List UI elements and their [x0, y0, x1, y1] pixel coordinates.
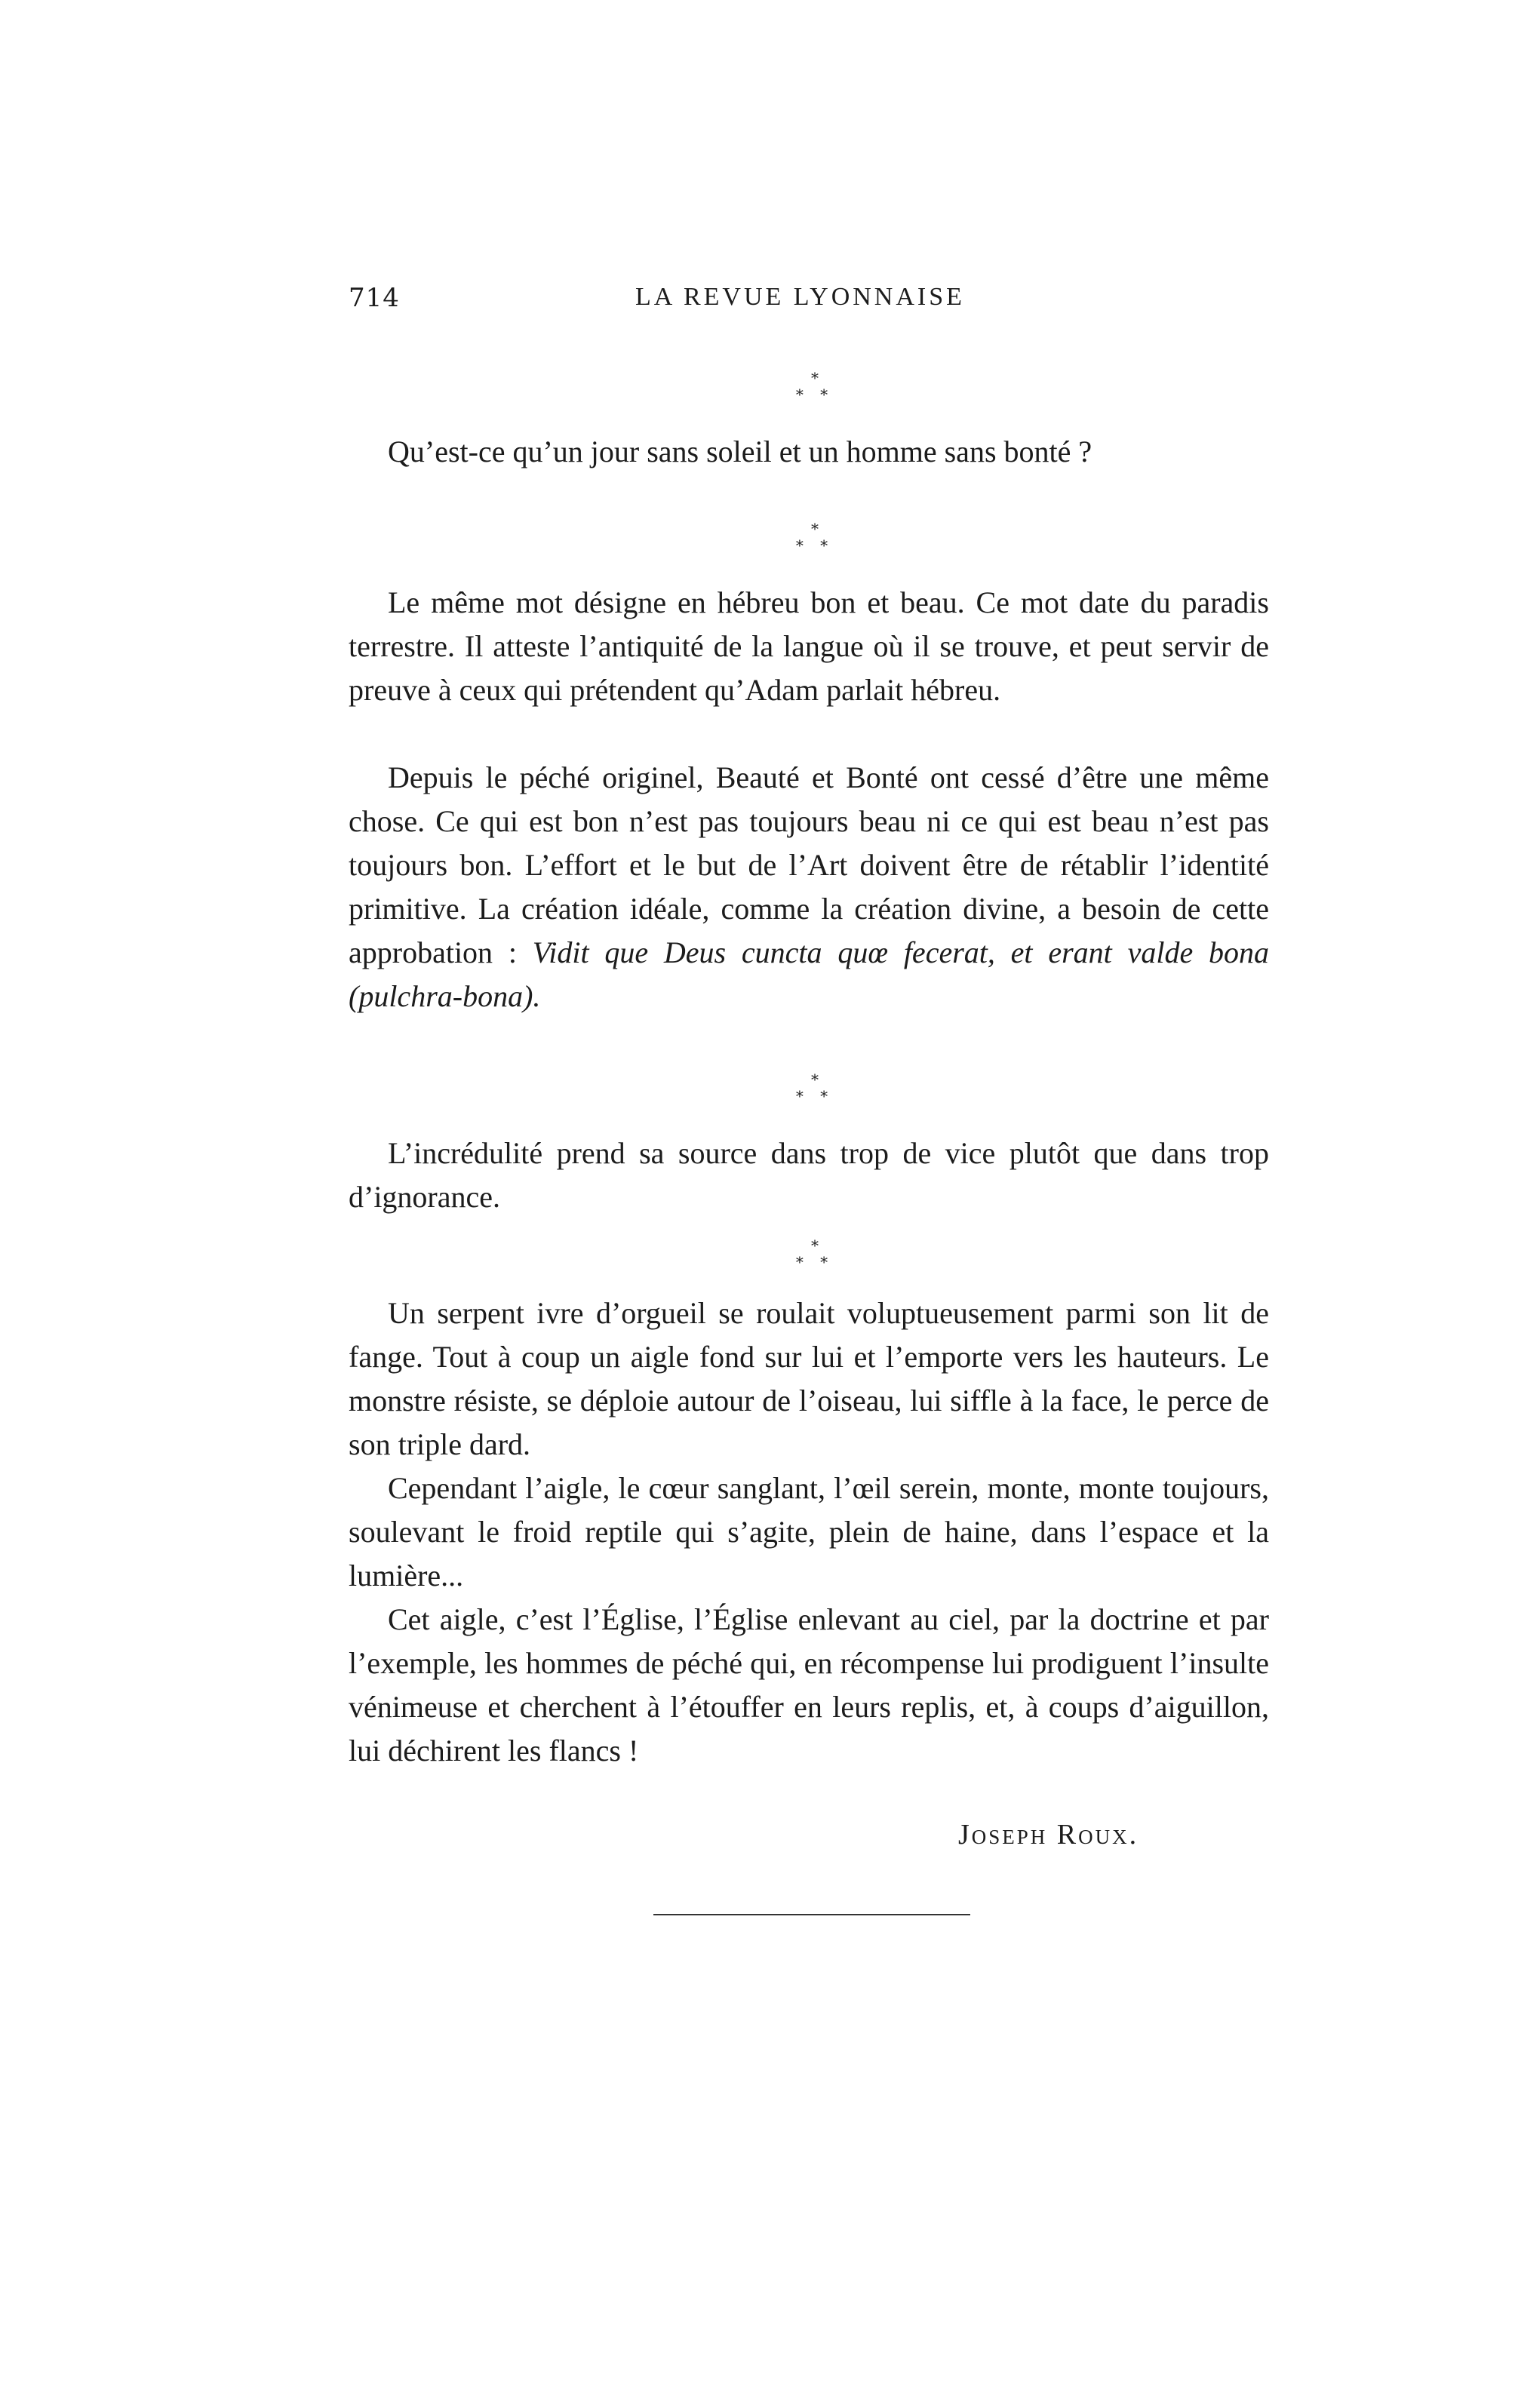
author-signature: Joseph Roux. — [958, 1819, 1139, 1851]
asterism-divider — [785, 521, 845, 554]
paragraph-incredulity: L’incrédulité prend sa source dans trop de vice plutôt que dans trop d’ignorance. — [349, 1136, 1269, 1214]
asterism-divider — [785, 1237, 845, 1270]
asterism-top: * — [811, 1070, 819, 1089]
page-number: 714 — [349, 283, 400, 313]
end-rule — [653, 1914, 970, 1915]
paragraph-sun: Qu’est-ce qu’un jour sans soleil et un homme sans bonté ? — [388, 435, 1092, 468]
asterism-top: * — [811, 369, 819, 387]
paragraph-beauty-goodness-text: Depuis le péché originel, Beauté et Bonté ont cessé d’être une même chose. Ce qui est bon n’est pas toujours beau ni ce qui est beau n’est pas toujours bon. L’effort et le but de l’Art doivent être de rétablir l’identité primitive. La création idéale, comme la création divine, a besoin de cette approbation : — [349, 760, 1269, 969]
asterism-bottom: * * — [795, 1253, 834, 1271]
asterism-bottom: * * — [795, 536, 834, 554]
asterism-divider — [785, 370, 845, 403]
paragraph-church: Cet aigle, c’est l’Église, l’Église enlevant au ciel, par la doctrine et par l’exemple, les hommes de péché qui, en récompense lui prodiguent l’insulte vénimeuse et cherchent à l’étouffer en leurs replis, et, à coups d’aiguillon, lui déchirent les flancs ! — [349, 1602, 1269, 1768]
asterism-bottom: * * — [795, 385, 834, 404]
paragraph-eagle: Cependant l’aigle, le cœur sanglant, l’œil serein, monte, monte toujours, soulevant le froid reptile qui s’agite, plein de haine, dans l’espace et la lumière... — [349, 1471, 1269, 1593]
running-title: LA REVUE LYONNAISE — [635, 283, 965, 311]
asterism-top: * — [811, 520, 819, 538]
page-header — [349, 283, 1194, 321]
paragraph-hebrew: Le même mot désigne en hébreu bon et beau. Ce mot date du paradis terrestre. Il atteste l’antiquité de la langue où il se trouve, et peut servir de preuve à ceux qui prétendent qu’Adam parlait hébreu. — [349, 585, 1269, 707]
asterism-divider — [785, 1071, 845, 1104]
paragraph-serpent: Un serpent ivre d’orgueil se roulait voluptueusement parmi son lit de fange. Tout à coup un aigle fond sur lui et l’emporte vers les hauteurs. Le monstre résiste, se déploie autour de l’oiseau, lui siffle à la face, le perce de son triple dard. — [349, 1296, 1269, 1461]
asterism-top: * — [811, 1236, 819, 1255]
paragraph-beauty-goodness — [349, 756, 1269, 1018]
asterism-bottom: * * — [795, 1087, 834, 1105]
latin-quotation: Vidit que Deus cuncta quœ fecerat, et erant valde bona (pulchra-bona). — [349, 935, 1269, 1013]
